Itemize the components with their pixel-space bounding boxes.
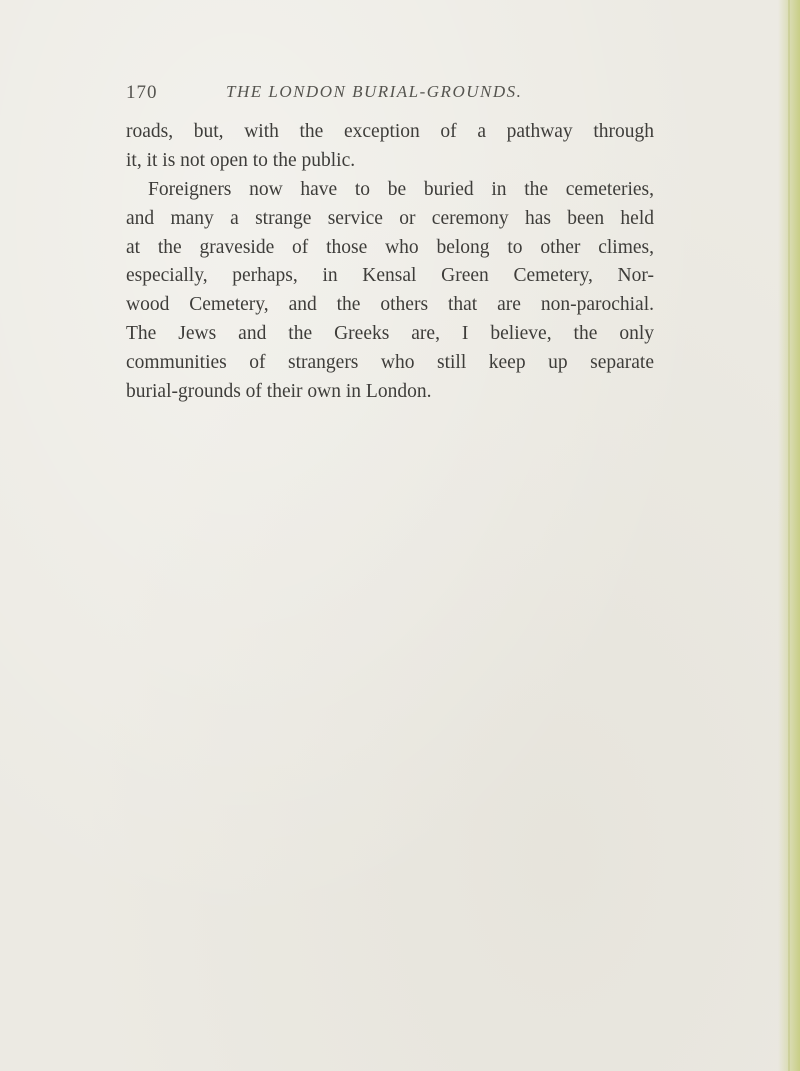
page-header: [126, 80, 686, 110]
text-line: wood Cemetery, and the others that are non-parochial.: [126, 294, 654, 316]
page-number: 170: [126, 82, 158, 103]
text-line: burial-grounds of their own in London.: [126, 381, 432, 403]
text-line: it, it is not open to the public.: [126, 149, 356, 171]
text-line: Foreigners now have to be buried in the cemeteries,: [148, 178, 654, 200]
text-line: communities of strangers who still keep up separate: [126, 352, 654, 374]
running-head: THE LONDON BURIAL-GROUNDS.: [226, 82, 523, 101]
body-text: [126, 118, 654, 407]
text-line: and many a strange service or ceremony has been held: [126, 207, 654, 229]
page-edge-line: [788, 0, 790, 1071]
text-line: roads, but, with the exception of a pathway through: [126, 121, 654, 142]
text-line: especially, perhaps, in Kensal Green Cemetery, Nor-: [126, 265, 654, 287]
text-line: at the graveside of those who belong to other climes,: [126, 236, 654, 258]
text-line: The Jews and the Greeks are, I believe, the only: [126, 323, 654, 345]
